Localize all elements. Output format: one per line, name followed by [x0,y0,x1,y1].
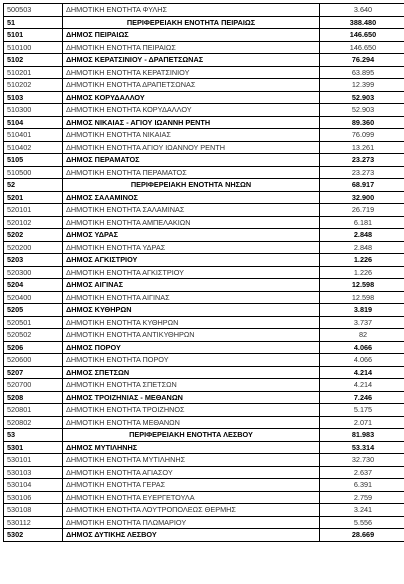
value-cell: 2.071 [320,416,404,429]
table-row-unit [4,416,404,429]
name-cell: ΔΗΜΟΣ ΠΕΙΡΑΙΩΣ [63,29,320,42]
value-cell: 5.556 [320,516,404,529]
table-row-municipality [4,529,404,542]
code-cell: 5103 [4,91,63,104]
name-cell: ΔΗΜΟΤΙΚΗ ΕΝΟΤΗΤΑ ΑΓΚΙΣΤΡΙΟΥ [63,266,320,279]
value-cell: 23.273 [320,154,404,167]
code-cell: 5202 [4,229,63,242]
value-cell: 53.314 [320,441,404,454]
code-cell: 510401 [4,129,63,142]
code-cell: 5204 [4,279,63,292]
value-cell: 4.066 [320,341,404,354]
table-row-unit [4,216,404,229]
name-cell: ΔΗΜΟΤΙΚΗ ΕΝΟΤΗΤΑ ΣΑΛΑΜΙΝΑΣ [63,204,320,217]
code-cell: 520300 [4,266,63,279]
name-cell: ΔΗΜΟΤΙΚΗ ΕΝΟΤΗΤΑ ΕΥΕΡΓΕΤΟΥΛΑ [63,491,320,504]
table-row-unit [4,329,404,342]
name-cell: ΔΗΜΟΤΙΚΗ ΕΝΟΤΗΤΑ ΛΟΥΤΡΟΠΟΛΕΩΣ ΘΕΡΜΗΣ [63,504,320,517]
name-cell: ΔΗΜΟΣ ΜΥΤΙΛΗΝΗΣ [63,441,320,454]
name-cell: ΠΕΡΙΦΕΡΕΙΑΚΗ ΕΝΟΤΗΤΑ ΛΕΣΒΟΥ [63,429,320,442]
table-row-municipality [4,391,404,404]
name-cell: ΔΗΜΟΤΙΚΗ ΕΝΟΤΗΤΑ ΜΥΤΙΛΗΝΗΣ [63,454,320,467]
table-row-municipality [4,191,404,204]
value-cell: 68.917 [320,179,404,192]
code-cell: 5206 [4,341,63,354]
value-cell: 3.241 [320,504,404,517]
table-row-unit [4,491,404,504]
code-cell: 520102 [4,216,63,229]
name-cell: ΠΕΡΙΦΕΡΕΙΑΚΗ ΕΝΟΤΗΤΑ ΠΕΙΡΑΙΩΣ [63,16,320,29]
name-cell: ΔΗΜΟΤΙΚΗ ΕΝΟΤΗΤΑ ΠΕΡΑΜΑΤΟΣ [63,166,320,179]
table-row-unit [4,241,404,254]
code-cell: 520700 [4,379,63,392]
table-row-unit [4,266,404,279]
code-cell: 5201 [4,191,63,204]
value-cell: 2.759 [320,491,404,504]
value-cell: 1.226 [320,266,404,279]
name-cell: ΔΗΜΟΤΙΚΗ ΕΝΟΤΗΤΑ ΑΜΠΕΛΑΚΙΩΝ [63,216,320,229]
name-cell: ΔΗΜΟΤΙΚΗ ΕΝΟΤΗΤΑ ΚΥΘΗΡΩΝ [63,316,320,329]
code-cell: 520502 [4,329,63,342]
name-cell: ΔΗΜΟΤΙΚΗ ΕΝΟΤΗΤΑ ΑΙΓΙΝΑΣ [63,291,320,304]
name-cell: ΠΕΡΙΦΕΡΕΙΑΚΗ ΕΝΟΤΗΤΑ ΝΗΣΩΝ [63,179,320,192]
code-cell: 5302 [4,529,63,542]
code-cell: 5207 [4,366,63,379]
name-cell: ΔΗΜΟΤΙΚΗ ΕΝΟΤΗΤΑ ΚΟΡΥΔΑΛΛΟΥ [63,104,320,117]
code-cell: 51 [4,16,63,29]
value-cell: 4.214 [320,366,404,379]
value-cell: 3.640 [320,4,404,17]
table-row-unit [4,466,404,479]
value-cell: 76.099 [320,129,404,142]
code-cell: 5208 [4,391,63,404]
code-cell: 52 [4,179,63,192]
name-cell: ΔΗΜΟΣ ΥΔΡΑΣ [63,229,320,242]
name-cell: ΔΗΜΟΤΙΚΗ ΕΝΟΤΗΤΑ ΚΕΡΑΤΣΙΝΙΟΥ [63,66,320,79]
value-cell: 6.181 [320,216,404,229]
name-cell: ΔΗΜΟΣ ΔΥΤΙΚΗΣ ΛΕΣΒΟΥ [63,529,320,542]
table-row-unit [4,454,404,467]
table-row-unit [4,166,404,179]
table-row-unit [4,354,404,367]
value-cell: 63.895 [320,66,404,79]
code-cell: 500503 [4,4,63,17]
table-row-unit [4,316,404,329]
value-cell: 89.360 [320,116,404,129]
code-cell: 5203 [4,254,63,267]
table-row-municipality [4,366,404,379]
value-cell: 26.719 [320,204,404,217]
table-row-unit [4,379,404,392]
table-row-region [4,16,404,29]
table-row-unit [4,66,404,79]
code-cell: 520501 [4,316,63,329]
code-cell: 520801 [4,404,63,417]
table-row-municipality [4,116,404,129]
name-cell: ΔΗΜΟΤΙΚΗ ΕΝΟΤΗΤΑ ΓΕΡΑΣ [63,479,320,492]
code-cell: 5301 [4,441,63,454]
value-cell: 4.214 [320,379,404,392]
code-cell: 510202 [4,79,63,92]
name-cell: ΔΗΜΟΤΙΚΗ ΕΝΟΤΗΤΑ ΑΝΤΙΚΥΘΗΡΩΝ [63,329,320,342]
table-row-municipality [4,341,404,354]
table-row-municipality [4,91,404,104]
table-row-municipality [4,254,404,267]
value-cell: 388.480 [320,16,404,29]
code-cell: 5205 [4,304,63,317]
name-cell: ΔΗΜΟΤΙΚΗ ΕΝΟΤΗΤΑ ΜΕΘΑΝΩΝ [63,416,320,429]
value-cell: 28.669 [320,529,404,542]
value-cell: 23.273 [320,166,404,179]
table-body [4,4,404,542]
name-cell: ΔΗΜΟΣ ΑΙΓΙΝΑΣ [63,279,320,292]
value-cell: 6.391 [320,479,404,492]
table-row-region [4,179,404,192]
table-row-unit [4,141,404,154]
name-cell: ΔΗΜΟΣ ΠΕΡΑΜΑΤΟΣ [63,154,320,167]
code-cell: 53 [4,429,63,442]
table-row-municipality [4,229,404,242]
name-cell: ΔΗΜΟΤΙΚΗ ΕΝΟΤΗΤΑ ΤΡΟΙΖΗΝΟΣ [63,404,320,417]
code-cell: 530112 [4,516,63,529]
table-row-unit [4,104,404,117]
table-row-region [4,429,404,442]
code-cell: 530101 [4,454,63,467]
name-cell: ΔΗΜΟΣ ΑΓΚΙΣΤΡΙΟΥ [63,254,320,267]
value-cell: 52.903 [320,104,404,117]
value-cell: 32.730 [320,454,404,467]
table-row-municipality [4,154,404,167]
table-row-unit [4,404,404,417]
name-cell: ΔΗΜΟΤΙΚΗ ΕΝΟΤΗΤΑ ΔΡΑΠΕΤΣΩΝΑΣ [63,79,320,92]
code-cell: 510402 [4,141,63,154]
name-cell: ΔΗΜΟΣ ΠΟΡΟΥ [63,341,320,354]
name-cell: ΔΗΜΟΤΙΚΗ ΕΝΟΤΗΤΑ ΠΕΙΡΑΙΩΣ [63,41,320,54]
population-table-page [3,3,400,542]
table-row-unit [4,41,404,54]
table-row-unit [4,129,404,142]
name-cell: ΔΗΜΟΣ ΝΙΚΑΙΑΣ - ΑΓΙΟΥ ΙΩΑΝΝΗ ΡΕΝΤΗ [63,116,320,129]
value-cell: 32.900 [320,191,404,204]
code-cell: 510100 [4,41,63,54]
value-cell: 1.226 [320,254,404,267]
code-cell: 5105 [4,154,63,167]
name-cell: ΔΗΜΟΤΙΚΗ ΕΝΟΤΗΤΑ ΠΟΡΟΥ [63,354,320,367]
code-cell: 530104 [4,479,63,492]
code-cell: 520802 [4,416,63,429]
value-cell: 81.983 [320,429,404,442]
population-table [3,3,404,542]
value-cell: 3.737 [320,316,404,329]
name-cell: ΔΗΜΟΣ ΤΡΟΙΖΗΝΙΑΣ - ΜΕΘΑΝΩΝ [63,391,320,404]
table-row-unit [4,4,404,17]
code-cell: 520101 [4,204,63,217]
value-cell: 3.819 [320,304,404,317]
table-row-unit [4,79,404,92]
value-cell: 13.261 [320,141,404,154]
code-cell: 530103 [4,466,63,479]
name-cell: ΔΗΜΟΤΙΚΗ ΕΝΟΤΗΤΑ ΠΛΩΜΑΡΙΟΥ [63,516,320,529]
value-cell: 76.294 [320,54,404,67]
value-cell: 12.399 [320,79,404,92]
value-cell: 2.637 [320,466,404,479]
value-cell: 5.175 [320,404,404,417]
code-cell: 530108 [4,504,63,517]
value-cell: 146.650 [320,41,404,54]
value-cell: 2.848 [320,229,404,242]
name-cell: ΔΗΜΟΣ ΚΟΡΥΔΑΛΛΟΥ [63,91,320,104]
name-cell: ΔΗΜΟΤΙΚΗ ΕΝΟΤΗΤΑ ΥΔΡΑΣ [63,241,320,254]
table-row-unit [4,504,404,517]
name-cell: ΔΗΜΟΣ ΚΥΘΗΡΩΝ [63,304,320,317]
value-cell: 12.598 [320,291,404,304]
value-cell: 2.848 [320,241,404,254]
code-cell: 520600 [4,354,63,367]
code-cell: 5102 [4,54,63,67]
name-cell: ΔΗΜΟΣ ΚΕΡΑΤΣΙΝΙΟΥ - ΔΡΑΠΕΤΣΩΝΑΣ [63,54,320,67]
name-cell: ΔΗΜΟΣ ΣΠΕΤΣΩΝ [63,366,320,379]
table-row-municipality [4,29,404,42]
value-cell: 12.598 [320,279,404,292]
name-cell: ΔΗΜΟΤΙΚΗ ΕΝΟΤΗΤΑ ΑΓΙΑΣΟΥ [63,466,320,479]
name-cell: ΔΗΜΟΤΙΚΗ ΕΝΟΤΗΤΑ ΦΥΛΗΣ [63,4,320,17]
value-cell: 82 [320,329,404,342]
value-cell: 4.066 [320,354,404,367]
name-cell: ΔΗΜΟΤΙΚΗ ΕΝΟΤΗΤΑ ΣΠΕΤΣΩΝ [63,379,320,392]
code-cell: 520400 [4,291,63,304]
table-row-municipality [4,279,404,292]
value-cell: 52.903 [320,91,404,104]
table-row-municipality [4,54,404,67]
table-row-unit [4,204,404,217]
value-cell: 7.246 [320,391,404,404]
code-cell: 520200 [4,241,63,254]
value-cell: 146.650 [320,29,404,42]
code-cell: 510300 [4,104,63,117]
name-cell: ΔΗΜΟΤΙΚΗ ΕΝΟΤΗΤΑ ΝΙΚΑΙΑΣ [63,129,320,142]
code-cell: 5101 [4,29,63,42]
table-row-municipality [4,441,404,454]
table-row-unit [4,291,404,304]
table-row-unit [4,479,404,492]
code-cell: 530106 [4,491,63,504]
code-cell: 510201 [4,66,63,79]
name-cell: ΔΗΜΟΣ ΣΑΛΑΜΙΝΟΣ [63,191,320,204]
code-cell: 5104 [4,116,63,129]
code-cell: 510500 [4,166,63,179]
table-row-unit [4,516,404,529]
name-cell: ΔΗΜΟΤΙΚΗ ΕΝΟΤΗΤΑ ΑΓΙΟΥ ΙΩΑΝΝΟΥ ΡΕΝΤΗ [63,141,320,154]
table-row-municipality [4,304,404,317]
